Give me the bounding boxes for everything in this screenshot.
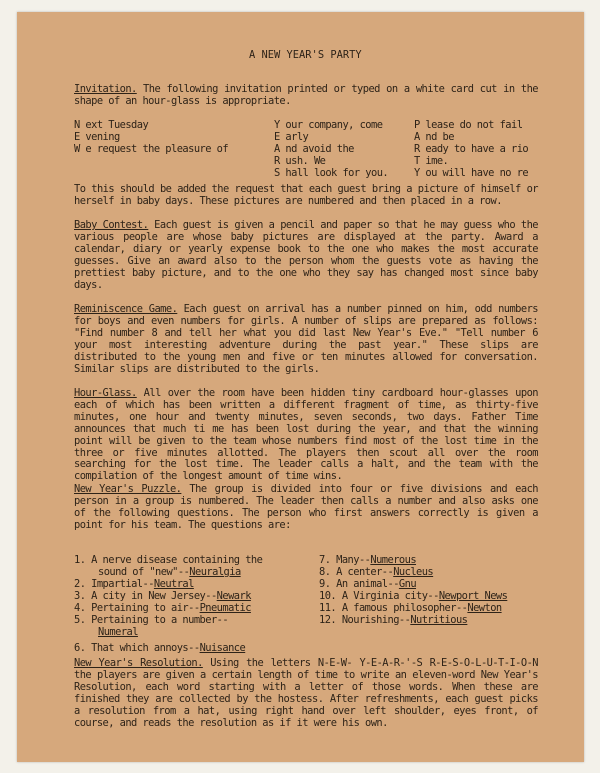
invitation-line: A nd avoid the (274, 143, 354, 155)
question-text: That which annoys-- (91, 642, 200, 654)
invitation-line: Y our company, come (274, 119, 383, 131)
reminiscence-heading: Reminiscence Game. (74, 303, 178, 315)
question-answer: Pneumatic (199, 602, 251, 614)
resolution-heading: New Year's Resolution. (74, 657, 203, 669)
question-item (319, 615, 507, 627)
question-text: Impartial-- (91, 578, 154, 590)
question-answer: Nucleus (393, 566, 434, 578)
puzzle-heading: New Year's Puzzle. (74, 483, 182, 495)
question-answer: Newport News (438, 590, 508, 602)
hour-glass-heading: Hour-Glass. (74, 387, 137, 399)
question-number: 8. (319, 566, 331, 578)
invitation-line: Y ou will have no re (414, 167, 529, 179)
question-answer: Numeral (98, 626, 138, 638)
question-number: 9. (319, 578, 331, 590)
invitation-note: To this should be added the request that each guest bring a picture of himself or herself in baby days. These pictures are numbered and then placed in a row. (74, 183, 538, 207)
invitation-line: P lease do not fail (414, 119, 523, 131)
question-text: A famous philosopher-- (341, 602, 468, 614)
question-text: A city in New Jersey-- (91, 590, 217, 602)
invitation-line: N ext Tuesday (74, 119, 149, 131)
puzzle-paragraph (74, 484, 538, 532)
reminiscence-paragraph (74, 304, 538, 375)
question-answer: Gnu (398, 578, 417, 590)
invitation-paragraph (74, 84, 538, 108)
hour-glass-text: All over the room have been hidden tiny cardboard hour-glasses upon each of which has been written a different fragment of time, as thirty-five minutes, one hour and twenty minutes, seven seconds, two days. Father Time announces that much ti me has been lost during the year, and that the winning point will be given to the team whose numbers find most of the lost time in the three or five minutes allotted. The players then scout all over the room searching for the lost time. The leader calls a halt, and the team with the compilation of the longest amount of time wins. (74, 387, 538, 483)
puzzle-text: The group is divided into four or five divisions and each person in a group is numbered. The leader then calls a number and also asks one of the following questions. The person who first answers correctly is given a point for his team. The questions are: (74, 483, 538, 531)
question-text: A Virginia city-- (341, 590, 439, 602)
invitation-column-3 (414, 120, 528, 180)
reminiscence-text: Each guest on arrival has a number pinned on him, odd numbers for boys and even numbers for girls. A number of slips are prepared as follows: "Find number 8 and tell her what you did last New Year's Eve." "Tell number 6 your most interesting adventure during the past year." These slips are distributed to the young men and five or ten minutes allowed for conversation. Similar slips are distributed to the girls. (74, 303, 539, 375)
invitation-line: E arly (274, 131, 309, 143)
paper-page (17, 12, 584, 762)
question-text: An animal-- (336, 578, 399, 590)
question-text: Nourishing-- (341, 614, 411, 626)
baby-contest-paragraph (74, 220, 538, 291)
baby-contest-text: Each guest is given a pencil and paper so that he may guess who the various people are whose baby pictures are displayed at the party. Award a calendar, diary or yearly expense book to the one who makes the most accurate guesses. Give an award also to the person whom the guests vote as having the prettiest baby picture, and to the one who they say has changed most since baby days. (74, 219, 538, 291)
question-column-right (319, 555, 507, 627)
question-number: 10. (319, 590, 337, 602)
invitation-line: R ush. We (274, 155, 326, 167)
question-answer: Neuralgia (189, 566, 241, 578)
question-text: Pertaining to air-- (91, 602, 200, 614)
question-text: Many-- (336, 554, 371, 566)
question-text: A center-- (336, 566, 394, 578)
page-title: A NEW YEAR'S PARTY (249, 49, 362, 61)
invitation-column-1 (74, 120, 228, 156)
resolution-text: Using the letters N-E-W- Y-E-A-R-'-S R-E-S-O-L-U-T-I-O-N the players are given a certain length of time to write an eleven-word New Year's Resolution, each word starting with a letter of those words. When these are finished they are collected by the hostess. After refreshments, each guest picks a resolution from a hat, using right hand over left shoulder, eyes front, of course, and reads the resolution as if it were his own. (74, 657, 538, 729)
question-number: 7. (319, 554, 331, 566)
question-text: A nerve disease containing the (91, 554, 263, 566)
baby-contest-heading: Baby Contest. (74, 219, 149, 231)
question-answer: Neutral (153, 578, 194, 590)
question-number: 1. (74, 554, 86, 566)
question-number: 2. (74, 578, 86, 590)
question-answer: Newton (467, 602, 502, 614)
hour-glass-paragraph (74, 388, 538, 483)
question-item (74, 643, 262, 655)
question-number: 3. (74, 590, 86, 602)
question-answer: Nutritious (410, 614, 468, 626)
invitation-line: W e request the pleasure of (74, 143, 229, 155)
question-column-left (74, 555, 262, 655)
invitation-line: E vening (74, 131, 120, 143)
invitation-text: The following invitation printed or typed on a white card cut in the shape of an hour-glass is appropriate. (74, 83, 538, 107)
question-text: sound of "new"-- (98, 566, 190, 578)
question-number: 4. (74, 602, 86, 614)
question-answer: Nuisance (199, 642, 246, 654)
invitation-line: R eady to have a rio (414, 143, 529, 155)
question-number: 12. (319, 614, 337, 626)
invitation-heading: Invitation. (74, 83, 137, 95)
question-answer: Numerous (370, 554, 417, 566)
invitation-line: T ime. (414, 155, 449, 167)
question-text: Pertaining to a number-- (91, 614, 229, 626)
question-number: 5. (74, 614, 86, 626)
question-item (74, 627, 262, 639)
resolution-paragraph (74, 658, 538, 729)
invitation-line: S hall look for you. (274, 167, 389, 179)
question-number: 11. (319, 602, 337, 614)
question-answer: Newark (216, 590, 251, 602)
question-number: 6. (74, 642, 86, 654)
invitation-column-2 (274, 120, 388, 180)
invitation-line: A nd be (414, 131, 454, 143)
